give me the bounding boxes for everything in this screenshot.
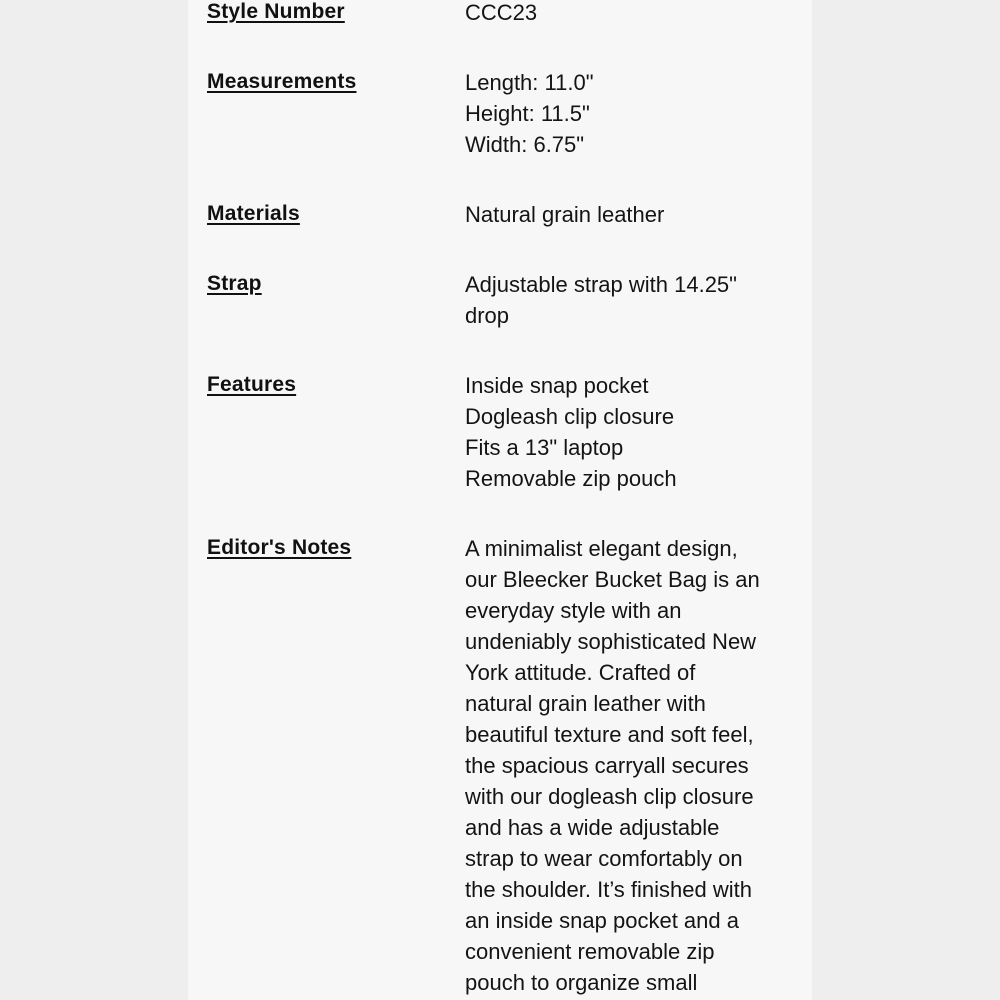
right-background [812, 0, 1000, 1000]
editors-notes-line: our Bleecker Bucket Bag is an [465, 567, 760, 592]
editors-notes-line: undeniably sophisticated New [465, 629, 757, 654]
editors-notes-line: an inside snap pocket and a [465, 908, 739, 933]
features-value [465, 370, 795, 494]
editors-notes-line: convenient removable zip [465, 939, 715, 964]
materials-label: Materials [207, 202, 300, 225]
editors-notes-value [465, 533, 795, 998]
strap-line: drop [465, 303, 510, 328]
strap-label: Strap [207, 272, 262, 295]
feature-item: Fits a 13" laptop [465, 435, 624, 460]
measurements-value [465, 67, 795, 160]
editors-notes-line: natural grain leather with [465, 691, 706, 716]
editors-notes-line: the spacious carryall secures [465, 753, 749, 778]
strap-value [465, 269, 795, 331]
editors-notes-line: and has a wide adjustable [465, 815, 720, 840]
feature-item: Inside snap pocket [465, 373, 649, 398]
editors-notes-label: Editor's Notes [207, 536, 352, 559]
editors-notes-line: everyday style with an [465, 598, 682, 623]
measurement-width: Width: 6.75" [465, 132, 585, 157]
editors-notes-line: with our dogleash clip closure [465, 784, 754, 809]
materials-text: Natural grain leather [465, 202, 665, 227]
feature-item: Removable zip pouch [465, 466, 677, 491]
editors-notes-line: A minimalist elegant design, [465, 536, 738, 561]
editors-notes-line: York attitude. Crafted of [465, 660, 696, 685]
left-background [0, 0, 188, 1000]
strap-line: Adjustable strap with 14.25" [465, 272, 737, 297]
editors-notes-line: the shoulder. It’s finished with [465, 877, 752, 902]
measurements-label: Measurements [207, 70, 357, 93]
style-number-text: CCC23 [465, 0, 538, 25]
editors-notes-line: beautiful texture and soft feel, [465, 722, 754, 747]
materials-value [465, 199, 795, 230]
editors-notes-line: pouch to organize small [465, 970, 698, 995]
measurement-height: Height: 11.5" [465, 101, 590, 126]
product-spec-sheet [188, 0, 812, 1000]
style-number-value [465, 0, 795, 28]
style-number-label: Style Number [207, 0, 345, 23]
measurement-length: Length: 11.0" [465, 70, 594, 95]
feature-item: Dogleash clip closure [465, 404, 675, 429]
features-label: Features [207, 373, 297, 396]
editors-notes-line: strap to wear comfortably on [465, 846, 743, 871]
